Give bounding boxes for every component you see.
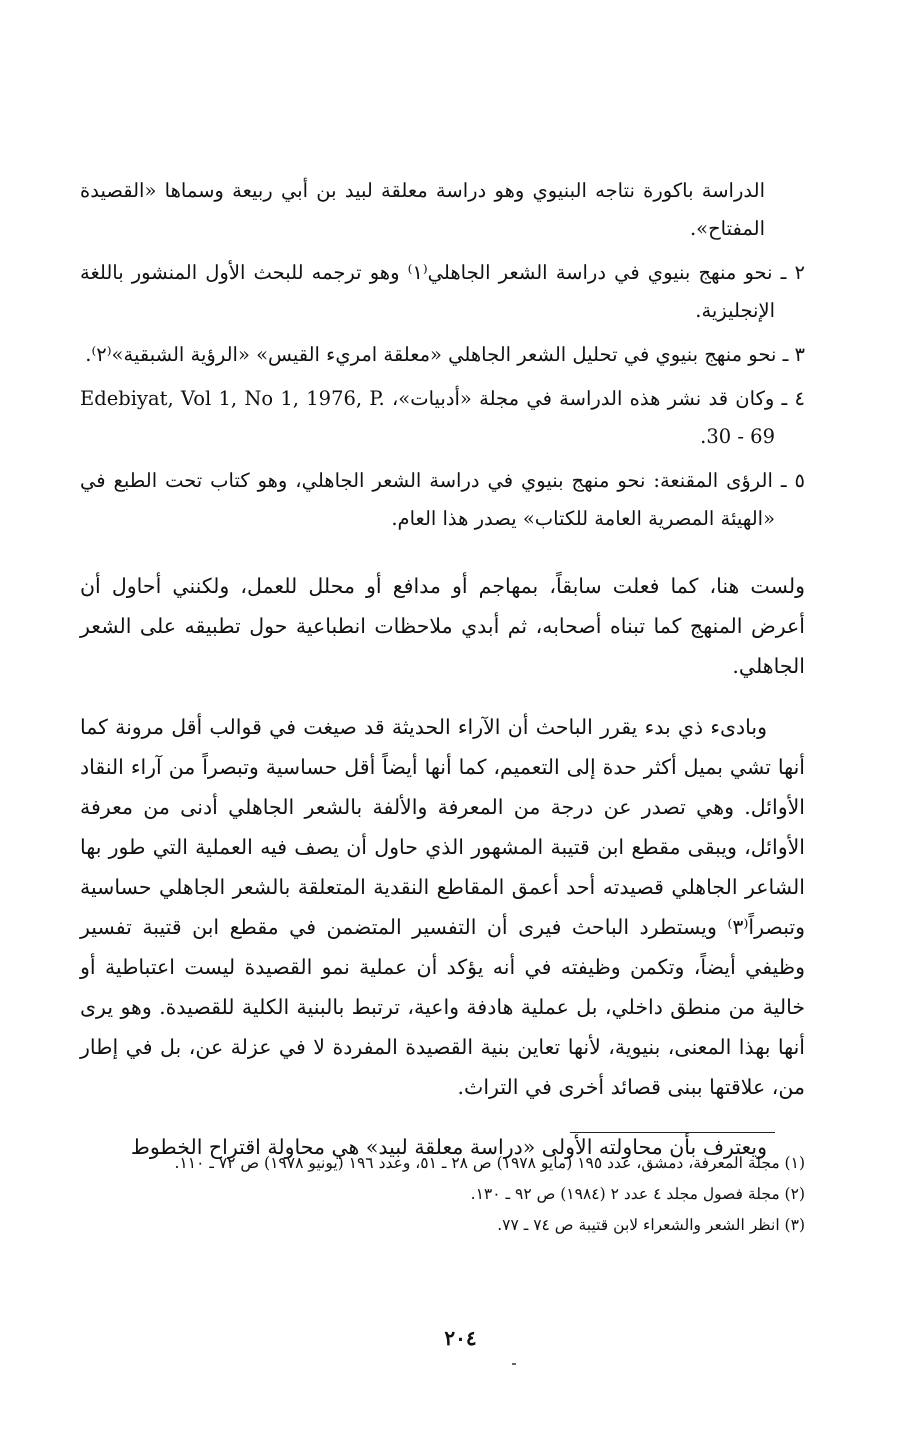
paragraph-3: ويعترف بأن محاولته الأولى «دراسة معلقة لبيد» هي محاولة اقتراح الخطوط — [130, 1135, 767, 1159]
paragraph-1: ولست هنا، كما فعلت سابقاً، بمهاجم أو مدافع أو محلل للعمل، ولكنني أحاول أن أعرض المنهج كما تبناه أصحابه، ثم أبدي ملاحظات انطباعية حول تطبيقه على الشعر الجاهلي. — [80, 574, 805, 678]
paragraph-2: وبادىء ذي بدء يقرر الباحث أن الآراء الحديثة قد صيغت في قوالب أقل مرونة كما أنها تشي بميل أكثر حدة إلى التعميم، كما أنها أيضاً أقل حساسية وتبصراً من آراء النقاد الأوائل. وهي تصدر عن درجة من المعرفة والألفة بالشعر الجاهلي أدنى من معرفة الأوائل، ويبقى مقطع ابن قتيبة المشهور الذي حاول أن يصف فيه العملية التي طور بها الشاعر الجاهلي قصيدته أحد أعمق المقاطع النقدية المتعلقة بالشعر الجاهلي حساسية وتبصراً⁽٣⁾ ويستطرد الباحث فيرى أن التفسير المتضمن في مقطع ابن قتيبة تفسير وظيفي أيضاً، وتكمن وظيفته في أنه يؤكد أن عملية نمو القصيدة ليست اعتباطية أو خالية من منطق داخلي، بل عملية هادفة واعية، ترتبط بالبنية الكلية للقصيدة. وهو يرى أنها بهذا المعنى، بنيوية، لأنها تعاين بنية القصيدة المفردة لا في عزلة عن، بل في إطار من، علاقتها ببنى قصائد أخرى في التراث. — [80, 714, 805, 1099]
list-item-3: ٣ ـ نحو منهج بنيوي في تحليل الشعر الجاهلي «معلقة امريء القيس» «الرؤية الشبقية»⁽٢⁾. — [85, 343, 805, 366]
numbered-list — [80, 172, 805, 544]
page-number: ٢٠٤ — [444, 1326, 477, 1350]
footnote-3: (٣) انظر الشعر والشعراء لابن قتيبة ص ٧٤ ـ ٧٧. — [497, 1216, 805, 1234]
scan-speck — [512, 1363, 516, 1365]
footnote-2: (٢) مجلة فصول مجلد ٤ عدد ٢ (١٩٨٤) ص ٩٢ ـ ١٣٠. — [470, 1185, 805, 1203]
list-item-2: ٢ ـ نحو منهج بنيوي في دراسة الشعر الجاهلي⁽١⁾ وهو ترجمه للبحث الأول المنشور باللغة الإنجليزية. — [80, 261, 805, 322]
footnotes — [80, 1148, 805, 1241]
footnote-divider — [570, 1132, 775, 1133]
list-item-5: ٥ ـ الرؤى المقنعة: نحو منهج بنيوي في دراسة الشعر الجاهلي، وهو كتاب تحت الطبع في «الهيئة المصرية العامة للكتاب» يصدر هذا العام. — [80, 469, 805, 530]
main-body — [80, 566, 805, 1179]
list-item-1-continuation: الدراسة باكورة نتاجه البنيوي وهو دراسة معلقة لبيد بن أبي ربيعة وسماها «القصيدة المفتاح». — [80, 179, 765, 240]
footnote-1: (١) مجلة المعرفة، دمشق، عدد ١٩٥ (مايو ١٩٧٨) ص ٢٨ ـ ٥١، وعدد ١٩٦ (يونيو ١٩٧٨) ص ٧٢ ـ ١١٠. — [174, 1154, 805, 1172]
list-item-4: ٤ ـ وكان قد نشر هذه الدراسة في مجلة «أدبيات»، Edebiyat, Vol 1, No 1, 1976, P. 30 - 69. — [80, 387, 805, 448]
